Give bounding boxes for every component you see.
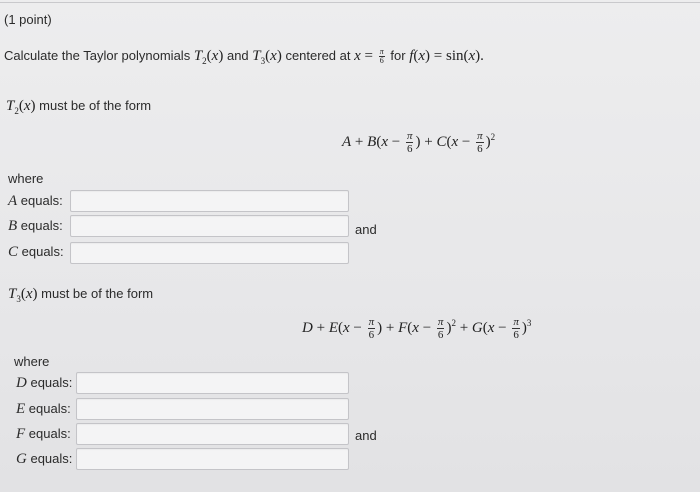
t3-form-expression: D + E(x − $\frac{\pi}{6}$ ) + F(x − $\frac{\pi}{6}$ )$^2$ + G(x − $\frac{\pi}{6}$ )$^3$ [302, 316, 532, 341]
c-label: C equals: [8, 244, 64, 260]
c-answer-input[interactable] [70, 242, 349, 264]
b-label: B equals: [8, 218, 63, 234]
t2-where-label: where [8, 171, 44, 186]
e-label: E equals: [16, 401, 71, 417]
prompt-for: for [390, 48, 406, 63]
t2-form-expression: A + B(x − $\frac{\pi}{6}$ ) + C(x − $\frac{\pi}{6}$ )$^2$ [342, 130, 496, 155]
t3-form-text: must be of the form [41, 286, 154, 301]
t3-where-label: where [14, 354, 50, 369]
t2-and-label: and [355, 222, 377, 237]
a-label: A equals: [8, 193, 63, 209]
t2-form-text: must be of the form [39, 98, 152, 113]
f-answer-input[interactable] [76, 423, 349, 445]
prompt-and: and [226, 48, 249, 63]
t3-symbol: $T_3(x)$ [252, 48, 282, 66]
function-expression: f(x) = sin(x). [409, 48, 484, 64]
prompt-centered: centered at [285, 48, 351, 63]
d-answer-input[interactable] [76, 372, 349, 394]
t2-symbol-intro: $T_2(x)$ [6, 98, 36, 116]
t2-symbol: $T_2(x)$ [193, 48, 224, 66]
t3-symbol-intro: $T_3(x)$ [8, 286, 38, 304]
points-label: (1 point) [4, 12, 52, 27]
prompt-text: Calculate the Taylor polynomials [4, 48, 191, 63]
top-divider [0, 2, 700, 3]
g-answer-input[interactable] [76, 448, 349, 470]
t3-form-intro [8, 286, 153, 304]
f-label: F equals: [16, 426, 71, 442]
b-answer-input[interactable] [70, 215, 349, 237]
d-label: D equals: [16, 375, 73, 391]
t3-and-label: and [355, 428, 377, 443]
problem-statement [4, 48, 484, 66]
a-answer-input[interactable] [70, 190, 349, 212]
e-answer-input[interactable] [76, 398, 349, 420]
g-label: G equals: [16, 451, 73, 467]
t2-form-intro [6, 98, 151, 116]
center-expression: x = $\frac{\pi}{6}$ [354, 47, 384, 66]
